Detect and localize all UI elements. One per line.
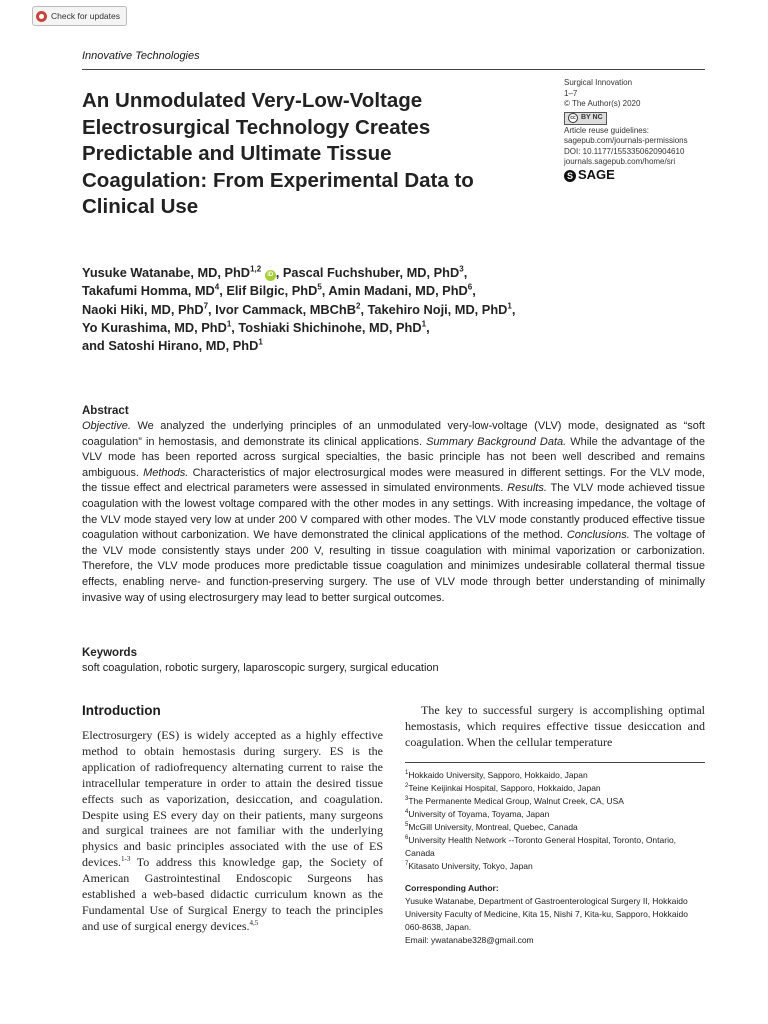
affiliation-text: Hokkaido University, Sapporo, Hokkaido, Japan <box>408 770 588 780</box>
author-affiliation-ref: 6 <box>467 283 473 293</box>
introduction-left-column <box>82 728 383 935</box>
affiliation-item <box>405 821 705 834</box>
affiliation-number: 5 <box>405 822 409 829</box>
author-affiliation-ref: 1 <box>226 319 232 329</box>
author-name: Elif Bilgic, PhD <box>226 283 318 299</box>
author-affiliation-ref: 7 <box>203 301 209 311</box>
introduction-heading: Introduction <box>82 703 161 718</box>
author-name: Satoshi Hirano, MD, PhD <box>108 338 259 354</box>
keywords-text: soft coagulation, robotic surgery, laparoscopic surgery, surgical education <box>82 662 439 674</box>
author-name: Yo Kurashima, MD, PhD <box>82 319 227 335</box>
affiliation-item <box>405 860 705 873</box>
journal-copyright: © The Author(s) 2020 <box>564 99 641 108</box>
abstract-subheading: Objective. <box>82 420 131 432</box>
affiliation-item <box>405 834 705 860</box>
abstract-body <box>82 419 705 606</box>
author-affiliation-ref: 1 <box>507 301 512 311</box>
sage-logo-icon: S <box>564 170 576 182</box>
author-name: Amin Madani, MD, PhD <box>328 283 468 299</box>
abstract-subheading: Results. <box>507 482 547 495</box>
author-name: Yusuke Watanabe, MD, PhD <box>82 265 251 280</box>
author-affiliation-ref: 1 <box>258 337 263 347</box>
affiliation-list <box>405 769 705 873</box>
abstract-subheading: Conclusions. <box>566 529 630 542</box>
journal-link[interactable]: journals.sagepub.com/home/sri <box>564 157 676 166</box>
author-name: Ivor Cammack, MBChB <box>215 301 356 317</box>
journal-name: Surgical Innovation <box>564 78 633 87</box>
abstract-text: Characteristics of major electrosurgical modes were measured in different settings. For the VLV mode, the tissue effect and electrical parameters were assessed in simulated environments. <box>82 466 705 495</box>
intro-paragraph-1-cont: To address this knowledge gap, the Society of American Gastrointestinal Endoscopic Surgeons has established a web-based didactic curriculum known as the Fundamental Use of Surgical Energy to teach the principles and use of surgical energy devices. <box>82 855 383 933</box>
affiliation-number: 2 <box>405 783 409 790</box>
author-affiliation-ref: 2 <box>355 301 361 311</box>
sage-logo <box>564 167 714 183</box>
author-name: Toshiaki Shichinohe, MD, PhD <box>238 319 422 335</box>
check-for-updates-button[interactable] <box>32 6 127 26</box>
abstract-text: The VLV mode achieved tissue coagulation with the lowest voltage compared with the other modes in any settings. With increasing impedance, the voltage of the VLV mode stayed very low at under 200 V compared with other modes. The VLV mode constantly produced effective tissue coagulation without carbonization. We have demonstrated the clinical applications of the method. <box>82 482 706 542</box>
affiliation-item <box>405 782 705 795</box>
affiliation-item <box>405 769 705 782</box>
header-divider <box>82 69 705 70</box>
affiliation-item <box>405 808 705 821</box>
author-name: Pascal Fuchshuber, MD, PhD <box>282 265 460 280</box>
update-check-icon <box>36 11 47 22</box>
citation-link[interactable]: 1-3 <box>120 855 131 864</box>
affiliation-number: 7 <box>405 861 409 868</box>
citation-link[interactable]: 4,5 <box>249 918 259 927</box>
corresponding-author-address: Yusuke Watanabe, Department of Gastroenterological Surgery II, Hokkaido University Faculty of Medicine, Kita 15, Nishi 7, Kita-ku, Sapporo, Hokkaido 060-8638, Japan. <box>405 896 688 932</box>
license-label: BY NC <box>581 113 603 121</box>
journal-pages: 1–7 <box>564 88 578 98</box>
abstract-subheading: Methods. <box>143 466 189 479</box>
publisher-name: SAGE <box>578 167 615 183</box>
abstract-text: While the advantage of the VLV mode has been reported across surgical specialties, the basic principle has not been well described and remains ambiguous. <box>82 435 705 479</box>
section-label: Innovative Technologies <box>82 50 200 62</box>
creative-commons-icon[interactable] <box>564 112 607 125</box>
abstract-text: We analyzed the underlying principles of an unmodulated very-low-voltage (VLV) mode, designated as “soft coagulation” in hemostasis, and demonstrate its clinical applications. <box>82 420 705 448</box>
author-affiliation-ref: 1 <box>421 319 427 329</box>
reuse-link[interactable]: sagepub.com/journals-permissions <box>564 136 688 145</box>
affiliation-text: University Health Network --Toronto General Hospital, Toronto, Ontario, Canada <box>405 835 677 858</box>
author-conjunction: and <box>82 338 105 354</box>
affiliations-divider <box>405 762 705 763</box>
cc-circle-icon: cc <box>568 113 578 123</box>
author-affiliation-ref: 4 <box>214 283 220 293</box>
reuse-label: Article reuse guidelines: <box>564 125 649 135</box>
affiliation-number: 3 <box>405 796 409 803</box>
journal-info <box>564 78 714 182</box>
abstract-heading: Abstract <box>82 405 129 417</box>
author-name: Naoki Hiki, MD, PhD <box>82 301 204 317</box>
abstract-text: The voltage of the VLV mode consistently stays under 200 V, resulting in tissue coagulation with minimal vaporization or carbonization. Therefore, the VLV mode produces more predictable tissue coagulation and minimizes undesirable collateral thermal tissue effects, enabling nerve- and function-preserving surgery. The use of VLV mode through better understanding of minimally invasive way of using electrosurgery may lead to better surgical outcomes. <box>82 529 705 604</box>
corresponding-author <box>405 882 705 947</box>
check-for-updates-label: Check for updates <box>51 11 120 21</box>
affiliation-number: 4 <box>405 809 409 816</box>
author-name: Takafumi Homma, MD <box>82 283 215 299</box>
corresponding-author-label: Corresponding Author: <box>405 883 499 893</box>
affiliation-text: Kitasato University, Tokyo, Japan <box>408 861 533 871</box>
author-affiliation-ref: 5 <box>317 283 322 293</box>
orcid-icon[interactable]: iD <box>265 270 276 281</box>
intro-paragraph-1: Electrosurgery (ES) is widely accepted as a highly effective method to obtain hemostasis during surgery. ES is the application of radiofrequency alternating current to raise the intracellular temperature in order to attain the desired tissue effects such as vaporization, desiccation, and coagulation. Despite using ES every day on their patients, many surgeons and surgical trainees are not familiar with the underlying physics and basic principles associated with the use of ES devices. <box>82 728 383 870</box>
keywords <box>82 646 705 677</box>
affiliation-text: Teine Keijinkai Hospital, Sapporo, Hokkaido, Japan <box>408 783 601 793</box>
keywords-heading: Keywords <box>82 647 137 659</box>
affiliation-number: 6 <box>405 835 409 842</box>
affiliation-item <box>405 795 705 808</box>
introduction-right-column: The key to successful surgery is accomplishing optimal hemostasis, which requires effective tissue desiccation and coagulation. When the cellular temperature <box>405 703 705 749</box>
corresponding-author-email[interactable]: Email: ywatanabe328@gmail.com <box>405 935 534 945</box>
author-affiliation-ref: 1,2 <box>250 264 262 274</box>
affiliation-number: 1 <box>405 770 409 777</box>
doi-link[interactable]: DOI: 10.1177/1553350620904610 <box>564 146 685 156</box>
affiliation-text: The Permanente Medical Group, Walnut Creek, CA, USA <box>408 796 624 806</box>
article-title: An Unmodulated Very-Low-Voltage Electrosurgical Technology Creates Predictable and Ultimate Tissue Coagulation: From Experimental Data to Clinical Use <box>82 89 474 218</box>
affiliation-text: University of Toyama, Toyama, Japan <box>408 809 550 819</box>
author-affiliation-ref: 3 <box>459 264 464 274</box>
abstract-subheading: Summary Background Data. <box>426 435 567 448</box>
abstract <box>82 404 705 606</box>
author-name: Takehiro Noji, MD, PhD <box>367 301 508 317</box>
author-list: Yusuke Watanabe, MD, PhD$^{1,2}$ iD , Pascal Fuchshuber, MD, PhD$^3$, Takafumi Homma, $MD^4$, Elif Bilgic, PhD$^5$, Amin Madani, MD, PhD$^6$, Naoki Hiki, MD, PhD$^7$, Ivor Cammack, MBChB$^2$, Takehiro Noji, MD, PhD$^1$, Yo Kurashima, MD, PhD$^1$, Toshiaki Shichinohe, MD, PhD$^1$, and Satoshi Hirano, MD, PhD$^1$ <box>82 264 516 354</box>
affiliation-text: McGill University, Montreal, Quebec, Canada <box>408 822 578 832</box>
